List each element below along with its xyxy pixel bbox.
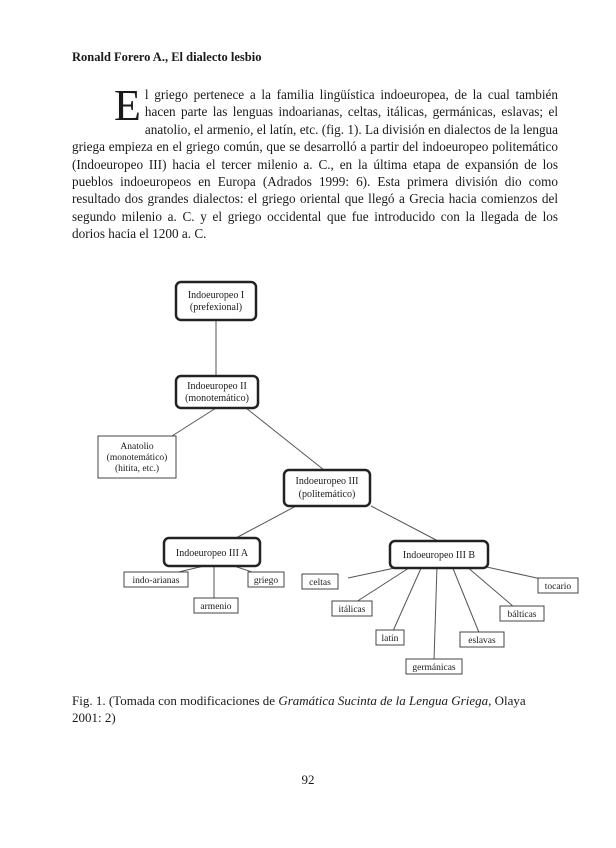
leaf-latin <box>376 630 404 645</box>
svg-text:(monotemático): (monotemático) <box>185 393 249 404</box>
svg-text:griego: griego <box>253 576 279 586</box>
svg-text:germánicas: germánicas <box>412 663 456 673</box>
caption-prefix: Fig. 1. (Tomada con modificaciones de <box>72 693 279 708</box>
caption-book-title: Gramática Sucinta de la Lengua Griega <box>278 693 489 708</box>
node-indoeuropeo-1 <box>176 282 256 320</box>
svg-text:Indoeuropeo III A: Indoeuropeo III A <box>175 548 249 559</box>
paragraph-text: l griego pertenece a la familia lingüística indoeuropea, de la cual también hacen parte las lenguas indoarianas, celtas, itálicas, germánicas, eslavas; el anatolio, el armenio, el latín, etc. (fig. 1). La división en dialectos de la lengua griega empieza en el griego común, que se desarrolló a partir del indoeuropeo politemático (Indoeuropeo III) hacia el tercer milenio a. C., en la última etapa de expansión de los pueblos indoeuropeos en Europa (Adrados 1999: 6). Esta primera división dio como resultado dos grandes dialectos: el griego oriental que llegó a Grecia hacia comienzos del segundo milenio a. C. y el griego occidental que fue introducido con la llegada de los dorios hacia el 1200 a. C. <box>72 87 558 242</box>
svg-text:bálticas: bálticas <box>507 610 537 620</box>
node-indoeuropeo-3a <box>164 538 260 566</box>
caption-suffix: , Olaya 2001: 2) <box>72 693 526 725</box>
leaf-eslavas <box>460 632 504 647</box>
svg-text:(prefexional): (prefexional) <box>189 302 243 313</box>
figure-caption <box>72 692 552 726</box>
svg-text:latín: latín <box>381 634 399 644</box>
node-indoeuropeo-2 <box>176 376 258 408</box>
svg-text:(politemático): (politemático) <box>298 489 356 500</box>
drop-cap: E <box>114 81 141 130</box>
svg-text:indo-arianas: indo-arianas <box>132 576 180 586</box>
leaf-griego <box>248 572 284 587</box>
svg-text:tocario: tocario <box>544 582 572 592</box>
language-tree-figure <box>86 274 582 684</box>
leaf-celtas <box>302 574 338 589</box>
leaf-tocario <box>538 578 578 593</box>
svg-text:Anatolio: Anatolio <box>120 442 154 452</box>
svg-text:Indoeuropeo III: Indoeuropeo III <box>295 476 359 487</box>
running-header: Ronald Forero A., El dialecto lesbio <box>72 50 262 64</box>
svg-text:eslavas: eslavas <box>468 636 496 646</box>
leaf-italicas <box>332 601 372 616</box>
svg-text:(hitita, etc.): (hitita, etc.) <box>114 464 160 474</box>
svg-text:Indoeuropeo II: Indoeuropeo II <box>187 381 247 392</box>
svg-text:armenio: armenio <box>200 602 232 612</box>
node-anatolio <box>98 436 176 478</box>
page-number: 92 <box>301 772 315 787</box>
node-indoeuropeo-3b <box>390 541 488 568</box>
leaf-germanicas <box>406 659 462 674</box>
svg-text:(monotemático): (monotemático) <box>106 453 168 463</box>
svg-text:celtas: celtas <box>309 578 331 588</box>
node-indoeuropeo-3 <box>284 470 370 506</box>
svg-text:itálicas: itálicas <box>338 605 366 615</box>
svg-text:Indoeuropeo III B: Indoeuropeo III B <box>402 550 476 561</box>
leaf-armenio <box>194 598 238 613</box>
body-paragraph <box>72 81 558 243</box>
svg-text:Indoeuropeo I: Indoeuropeo I <box>187 290 245 301</box>
leaf-indo-arianas <box>124 572 188 587</box>
leaf-balticas <box>500 606 544 621</box>
